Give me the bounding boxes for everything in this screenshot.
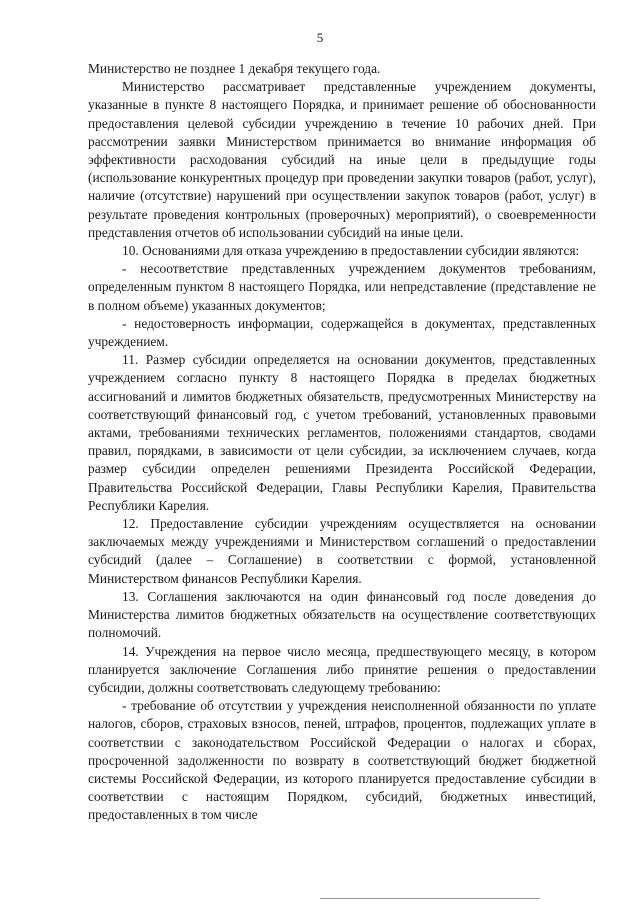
document-body: [88, 60, 596, 825]
paragraph-3: 10. Основаниями для отказа учреждению в предоставлении субсидии являются:: [122, 243, 580, 259]
paragraph-8: 13. Соглашения заключаются на один финансовый год после доведения до Министерства лимитов бюджетных обязательств на осуществление соответствующих полномочий.: [88, 588, 596, 641]
paragraph-5: - недостоверность информации, содержащейся в документах, представленных учреждением.: [88, 315, 596, 350]
paragraph-10: - требование об отсутствии у учреждения неисполненной обязанности по уплате налогов, сборов, страховых взносов, пеней, штрафов, процентов, подлежащих уплате в соответствии с законодательством Российской Федерации о налогах и сборах, просроченной задолженности по возврату в соответствующий бюджет бюджетной системы Российской Федерации, из которого планируется предоставление субсидии в соответствии с настоящим Порядком, субсидий, бюджетных инвестиций, предоставленных в том числе: [88, 698, 596, 823]
paragraph-6: 11. Размер субсидии определяется на основании документов, представленных учреждением согласно пункту 8 настоящего Порядка в пределах бюджетных ассигнований и лимитов бюджетных обязательств, предусмотренных Министерству на соответствующий финансовый год, с учетом требований, установленных правовыми актами, требованиями технических регламентов, положениями стандартов, сводами правил, порядками, в зависимости от цели субсидии, за исключением случаев, когда размер субсидии определен решениями Президента Российской Федерации, Правительства Российской Федерации, Главы Республики Карелия, Правительства Республики Карелия.: [88, 352, 596, 513]
paragraph-7: 12. Предоставление субсидии учреждениям осуществляется на основании заключаемых между учреждениями и Министерством соглашений о предоставлении субсидий (далее – Соглашение) в соответствии с формой, установленной Министерством финансов Республики Карелия.: [88, 516, 596, 586]
bottom-rule: [320, 898, 540, 899]
paragraph-2: Министерство рассматривает представленные учреждением документы, указанные в пункте 8 настоящего Порядка, и принимает решение об обоснованности предоставления целевой субсидии учреждению в течение 10 рабочих дней. При рассмотрении заявки Министерством принимается во внимание информация об эффективности расходования субсидий на иные цели в предыдущие годы (использование конкурентных процедур при проведении закупки товаров (работ, услуг), наличие (отсутствие) нарушений при осуществлении закупок товаров (работ, услуг) в результате проведения контрольных (проверочных) мероприятий), о своевременности представления отчетов об использовании субсидий на иные цели.: [88, 79, 596, 240]
paragraph-9: 14. Учреждения на первое число месяца, предшествующего месяцу, в котором планируется заключение Соглашения либо принятие решения о предоставлении субсидии, должны соответствовать следующему требованию:: [88, 643, 596, 695]
page-number: 5: [316, 30, 324, 45]
paragraph-4: - несоответствие представленных учреждением документов требованиям, определенным пунктом 8 настоящего Порядка, или непредставление (представление не в полном объеме) указанных документов;: [88, 261, 596, 313]
paragraph-1: Министерство не позднее 1 декабря текущего года.: [88, 61, 381, 76]
